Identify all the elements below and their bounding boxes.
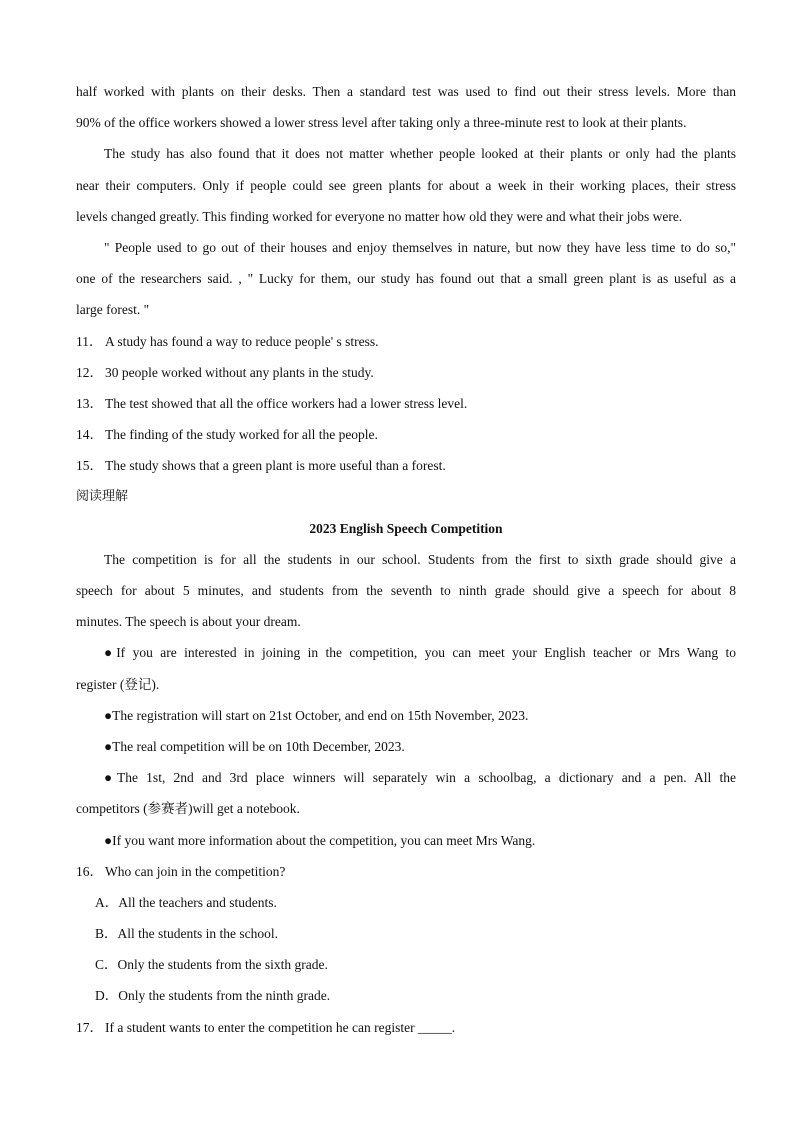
question-stem (76, 1012, 736, 1043)
statement-item (76, 388, 736, 419)
statement-text: The finding of the study worked for all the people. (105, 427, 378, 443)
paragraph-line: The study has also found that it does not matter whether people looked at their plants or only had the plants (104, 146, 736, 162)
paragraph-line: minutes. The speech is about your dream. (76, 614, 301, 630)
bullet-line: ●The 1st, 2nd and 3rd place winners will separately win a schoolbag, a dictionary and a pen. All the (104, 770, 736, 786)
statement-number: 13． (76, 395, 103, 411)
paragraph-line: levels changed greatly. This finding worked for everyone no matter how old they were and what their jobs were. (76, 208, 683, 224)
statement-item (76, 419, 736, 450)
option-c: C．Only the students from the sixth grade. (95, 957, 328, 973)
bullet-line: ●If you want more information about the competition, you can meet Mrs Wang. (104, 832, 536, 848)
paragraph-line: near their computers. Only if people could see green plants for about a week in their working places, their stress (76, 177, 736, 193)
bullet-line: ●The registration will start on 21st October, and end on 15th November, 2023. (104, 707, 529, 723)
paragraph-line: " People used to go out of their houses and enjoy themselves in nature, but now they have less time to do so," (104, 239, 736, 255)
bullet-line: ●If you are interested in joining in the competition, you can meet your English teacher or Mrs Wang to (104, 645, 736, 661)
statement-text: A study has found a way to reduce people' s stress. (105, 333, 379, 349)
section-heading: 阅读理解 (76, 489, 129, 505)
statement-item (76, 357, 736, 388)
statement-number: 14． (76, 427, 103, 443)
paragraph-line: The competition is for all the students in our school. Students from the first to sixth grade should give a (104, 551, 736, 567)
question-stem (76, 856, 736, 887)
question-text: If a student wants to enter the competition he can register _____. (105, 1019, 456, 1035)
question-17 (76, 1012, 736, 1043)
statements-list (76, 326, 736, 482)
passage-title: 2023 English Speech Competition (309, 520, 503, 536)
statement-item (76, 326, 736, 357)
paragraph-line: register (登记). (76, 676, 160, 692)
paragraph-line: large forest. " (76, 302, 150, 318)
question-text: Who can join in the competition? (105, 863, 286, 879)
paragraph-line: half worked with plants on their desks. Then a standard test was used to find out their stress levels. More than (76, 84, 736, 99)
statement-number: 12． (76, 364, 103, 380)
statement-text: The study shows that a green plant is more useful than a forest. (105, 458, 446, 474)
option-a: A．All the teachers and students. (95, 894, 277, 910)
statement-text: 30 people worked without any plants in the study. (105, 364, 374, 380)
passage-1 (76, 76, 736, 326)
option-b: B．All the students in the school. (95, 926, 278, 942)
statement-item (76, 450, 736, 481)
paragraph-line: speech for about 5 minutes, and students from the seventh to ninth grade should give a speech for about 8 (76, 583, 736, 598)
paragraph-line: competitors (参赛者)will get a notebook. (76, 801, 300, 817)
paragraph-line: one of the researchers said. , " Lucky for them, our study has found out that a small green plant is as useful as a (76, 271, 736, 287)
statement-number: 11． (76, 333, 103, 349)
question-16 (76, 856, 736, 1012)
bullet-line: ●The real competition will be on 10th December, 2023. (104, 738, 405, 754)
question-number: 17． (76, 1019, 103, 1035)
option-d: D．Only the students from the ninth grade. (95, 988, 331, 1004)
paragraph-line: 90% of the office workers showed a lower stress level after taking only a three-minute rest to look at their plants. (76, 115, 687, 131)
passage-2 (76, 513, 736, 856)
question-number: 16． (76, 863, 103, 879)
statement-text: The test showed that all the office workers had a lower stress level. (105, 395, 468, 411)
document-page (76, 76, 736, 1043)
statement-number: 15． (76, 458, 103, 474)
